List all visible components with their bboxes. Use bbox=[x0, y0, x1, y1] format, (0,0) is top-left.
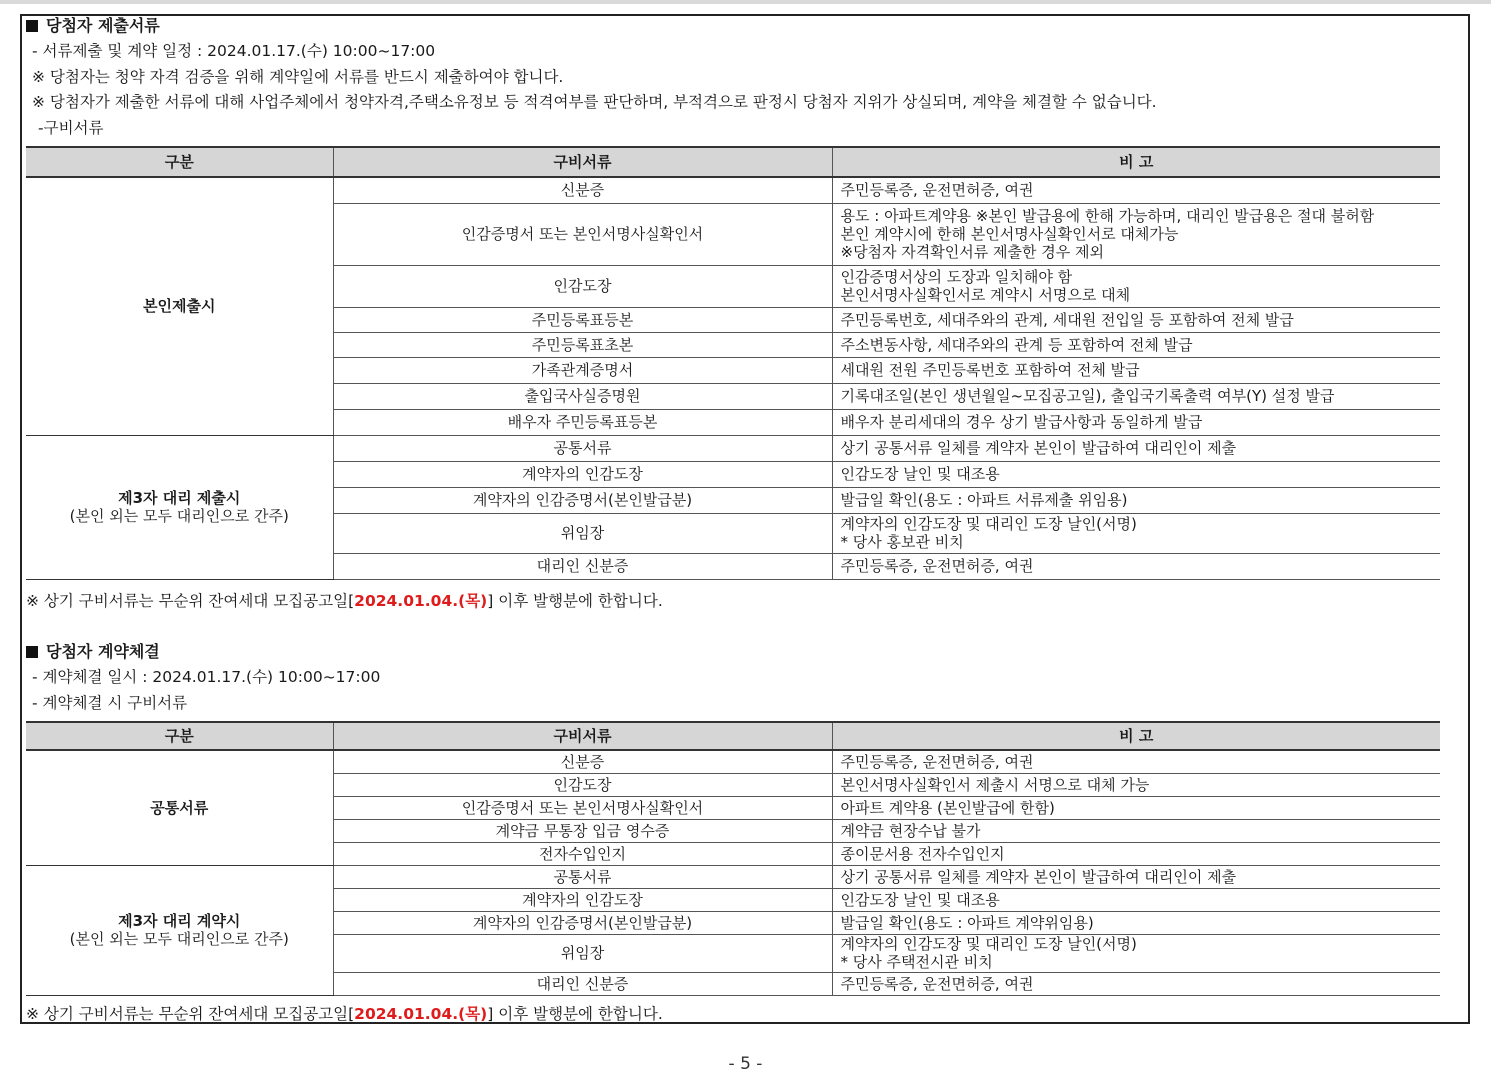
remark-line: 용도 : 아파트계약용 ※본인 발급용에 한해 가능하며, 대리인 발급용은 절대 불허함 bbox=[840, 207, 1375, 225]
remark-line: 발급일 확인(용도 : 아파트 서류제출 위임용) bbox=[840, 491, 1128, 509]
remark-line: 종이문서용 전자수입인지 bbox=[840, 844, 1005, 863]
group-cell bbox=[26, 750, 333, 865]
document-cell: 출입국사실증명원 bbox=[333, 383, 832, 409]
section2-heading bbox=[26, 642, 160, 662]
remark-line: 아파트 계약용 (본인발급에 한함) bbox=[840, 798, 1055, 817]
document-cell: 배우자 주민등록표등본 bbox=[333, 409, 832, 435]
section1-title: 당첨자 제출서류 bbox=[46, 16, 160, 35]
remark-line: 발급일 확인(용도 : 아파트 계약위임용) bbox=[840, 913, 1094, 932]
remark-cell bbox=[832, 865, 1440, 888]
top-border bbox=[0, 0, 1491, 4]
group-subtitle: (본인 외는 모두 대리인으로 간주) bbox=[69, 507, 289, 525]
footnote-text: ※ 상기 구비서류는 무순위 잔여세대 모집공고일[ bbox=[26, 1005, 355, 1023]
submission-documents-table bbox=[26, 146, 1440, 580]
document-cell: 위임장 bbox=[333, 934, 832, 972]
document-cell: 계약자의 인감도장 bbox=[333, 888, 832, 911]
remark-line: ※당첨자 자격확인서류 제출한 경우 제외 bbox=[840, 243, 1104, 261]
group-cell bbox=[26, 865, 333, 995]
document-cell: 공통서류 bbox=[333, 435, 832, 461]
remark-line: 주민등록증, 운전면허증, 여권 bbox=[840, 752, 1034, 771]
section1-line: ※ 당첨자가 제출한 서류에 대해 사업주체에서 청약자격,주택소유정보 등 적격여부를 판단하며, 부적격으로 판정시 당첨자 지위가 상실되며, 계약을 체결할 수 없습니다. bbox=[32, 93, 1157, 111]
remark-line: 주민등록증, 운전면허증, 여권 bbox=[840, 557, 1034, 575]
column-header-remarks: 비 고 bbox=[832, 147, 1440, 177]
document-cell: 계약자의 인감증명서(본인발급분) bbox=[333, 487, 832, 513]
remark-cell bbox=[832, 383, 1440, 409]
table-row bbox=[26, 865, 1440, 888]
remark-line: * 당사 주택전시관 비치 bbox=[840, 953, 993, 971]
remark-line: 인감도장 날인 및 대조용 bbox=[840, 465, 1000, 483]
remark-line: 본인서명사실확인서로 계약시 서명으로 대체 bbox=[840, 286, 1131, 304]
remark-cell bbox=[832, 435, 1440, 461]
document-cell: 대리인 신분증 bbox=[333, 553, 832, 579]
remark-cell bbox=[832, 972, 1440, 995]
group-title: 공통서류 bbox=[150, 798, 209, 817]
remark-cell bbox=[832, 203, 1440, 265]
remark-cell bbox=[832, 796, 1440, 819]
remark-cell bbox=[832, 888, 1440, 911]
document-cell: 주민등록표초본 bbox=[333, 332, 832, 357]
column-header-documents: 구비서류 bbox=[333, 147, 832, 177]
document-cell: 계약자의 인감도장 bbox=[333, 461, 832, 487]
document-cell: 위임장 bbox=[333, 513, 832, 553]
document-cell: 인감도장 bbox=[333, 773, 832, 796]
remark-cell bbox=[832, 409, 1440, 435]
section1-line: - 서류제출 및 계약 일정 : 2024.01.17.(수) 10:00~17:00 bbox=[32, 42, 436, 60]
contract-documents-table bbox=[26, 721, 1440, 996]
remark-cell bbox=[832, 265, 1440, 307]
section1-heading bbox=[26, 16, 160, 36]
remark-line: 상기 공통서류 일체를 계약자 본인이 발급하여 대리인이 제출 bbox=[840, 867, 1237, 886]
remark-line: * 당사 홍보관 비치 bbox=[840, 533, 964, 551]
remark-line: 인감증명서상의 도장과 일치해야 함 bbox=[840, 268, 1073, 286]
footnote-date: 2024.01.04.(목) bbox=[354, 1005, 488, 1023]
remark-cell bbox=[832, 487, 1440, 513]
remark-cell bbox=[832, 819, 1440, 842]
document-cell: 가족관계증명서 bbox=[333, 357, 832, 383]
remark-line: 본인 계약시에 한해 본인서명사실확인서로 대체가능 bbox=[840, 225, 1179, 243]
remark-cell bbox=[832, 553, 1440, 579]
remark-cell bbox=[832, 307, 1440, 332]
remark-cell bbox=[832, 177, 1440, 203]
remark-cell bbox=[832, 750, 1440, 773]
table-row bbox=[26, 177, 1440, 203]
column-header-category: 구분 bbox=[26, 147, 333, 177]
section1-line: ※ 당첨자는 청약 자격 검증을 위해 계약일에 서류를 반드시 제출하여야 합니다. bbox=[32, 68, 564, 86]
remark-cell bbox=[832, 842, 1440, 865]
remark-cell bbox=[832, 773, 1440, 796]
remark-cell bbox=[832, 934, 1440, 972]
square-bullet-icon bbox=[26, 20, 38, 32]
remark-line: 주민등록증, 운전면허증, 여권 bbox=[840, 181, 1034, 200]
column-header-category: 구분 bbox=[26, 722, 333, 750]
remark-line: 본인서명사실확인서 제출시 서명으로 대체 가능 bbox=[840, 775, 1150, 794]
table-row bbox=[26, 435, 1440, 461]
section1-line: -구비서류 bbox=[38, 119, 104, 137]
page-number: - 5 - bbox=[728, 1054, 763, 1074]
remark-line: 주민등록증, 운전면허증, 여권 bbox=[840, 974, 1034, 993]
remark-cell bbox=[832, 332, 1440, 357]
remark-line: 배우자 분리세대의 경우 상기 발급사항과 동일하게 발급 bbox=[840, 413, 1203, 431]
group-title: 제3자 대리 제출시 bbox=[118, 489, 241, 507]
section2-line: - 계약체결 시 구비서류 bbox=[32, 694, 188, 712]
group-cell bbox=[26, 435, 333, 579]
column-header-remarks: 비 고 bbox=[832, 722, 1440, 750]
document-cell: 주민등록표등본 bbox=[333, 307, 832, 332]
remark-line: 계약자의 인감도장 및 대리인 도장 날인(서명) bbox=[840, 935, 1137, 953]
document-cell: 신분증 bbox=[333, 177, 832, 203]
remark-line: 계약자의 인감도장 및 대리인 도장 날인(서명) bbox=[840, 515, 1137, 533]
document-cell: 인감증명서 또는 본인서명사실확인서 bbox=[333, 203, 832, 265]
square-bullet-icon bbox=[26, 646, 38, 658]
footnote-text: ] 이후 발행분에 한합니다. bbox=[487, 592, 663, 610]
document-cell: 인감도장 bbox=[333, 265, 832, 307]
footnote-date: 2024.01.04.(목) bbox=[354, 592, 488, 610]
remark-line: 세대원 전원 주민등록번호 포함하여 전체 발급 bbox=[840, 361, 1140, 379]
remark-line: 주민등록번호, 세대주와의 관계, 세대원 전입일 등 포함하여 전체 발급 bbox=[840, 310, 1294, 329]
column-header-documents: 구비서류 bbox=[333, 722, 832, 750]
remark-cell bbox=[832, 911, 1440, 934]
document-cell: 대리인 신분증 bbox=[333, 972, 832, 995]
section2-title: 당첨자 계약체결 bbox=[46, 642, 160, 661]
remark-line: 인감도장 날인 및 대조용 bbox=[840, 890, 1000, 909]
section2-footnote bbox=[26, 1004, 663, 1024]
group-cell bbox=[26, 177, 333, 435]
document-cell: 계약금 무통장 입금 영수증 bbox=[333, 819, 832, 842]
section2-line: - 계약체결 일시 : 2024.01.17.(수) 10:00~17:00 bbox=[32, 668, 381, 686]
document-cell: 공통서류 bbox=[333, 865, 832, 888]
group-title: 본인제출시 bbox=[143, 297, 216, 316]
document-cell: 전자수입인지 bbox=[333, 842, 832, 865]
remark-cell bbox=[832, 461, 1440, 487]
remark-line: 계약금 현장수납 불가 bbox=[840, 821, 981, 840]
document-cell: 계약자의 인감증명서(본인발급분) bbox=[333, 911, 832, 934]
table-row bbox=[26, 750, 1440, 773]
remark-line: 기록대조일(본인 생년월일~모집공고일), 출입국기록출력 여부(Y) 설정 발급 bbox=[840, 387, 1335, 405]
remark-cell bbox=[832, 357, 1440, 383]
section1-footnote bbox=[26, 591, 663, 611]
document-cell: 신분증 bbox=[333, 750, 832, 773]
remark-cell bbox=[832, 513, 1440, 553]
group-subtitle: (본인 외는 모두 대리인으로 간주) bbox=[69, 930, 289, 948]
footnote-text: ] 이후 발행분에 한합니다. bbox=[487, 1005, 663, 1023]
remark-line: 상기 공통서류 일체를 계약자 본인이 발급하여 대리인이 제출 bbox=[840, 439, 1237, 457]
group-title: 제3자 대리 계약시 bbox=[118, 912, 241, 930]
document-cell: 인감증명서 또는 본인서명사실확인서 bbox=[333, 796, 832, 819]
footnote-text: ※ 상기 구비서류는 무순위 잔여세대 모집공고일[ bbox=[26, 592, 355, 610]
remark-line: 주소변동사항, 세대주와의 관계 등 포함하여 전체 발급 bbox=[840, 335, 1193, 354]
